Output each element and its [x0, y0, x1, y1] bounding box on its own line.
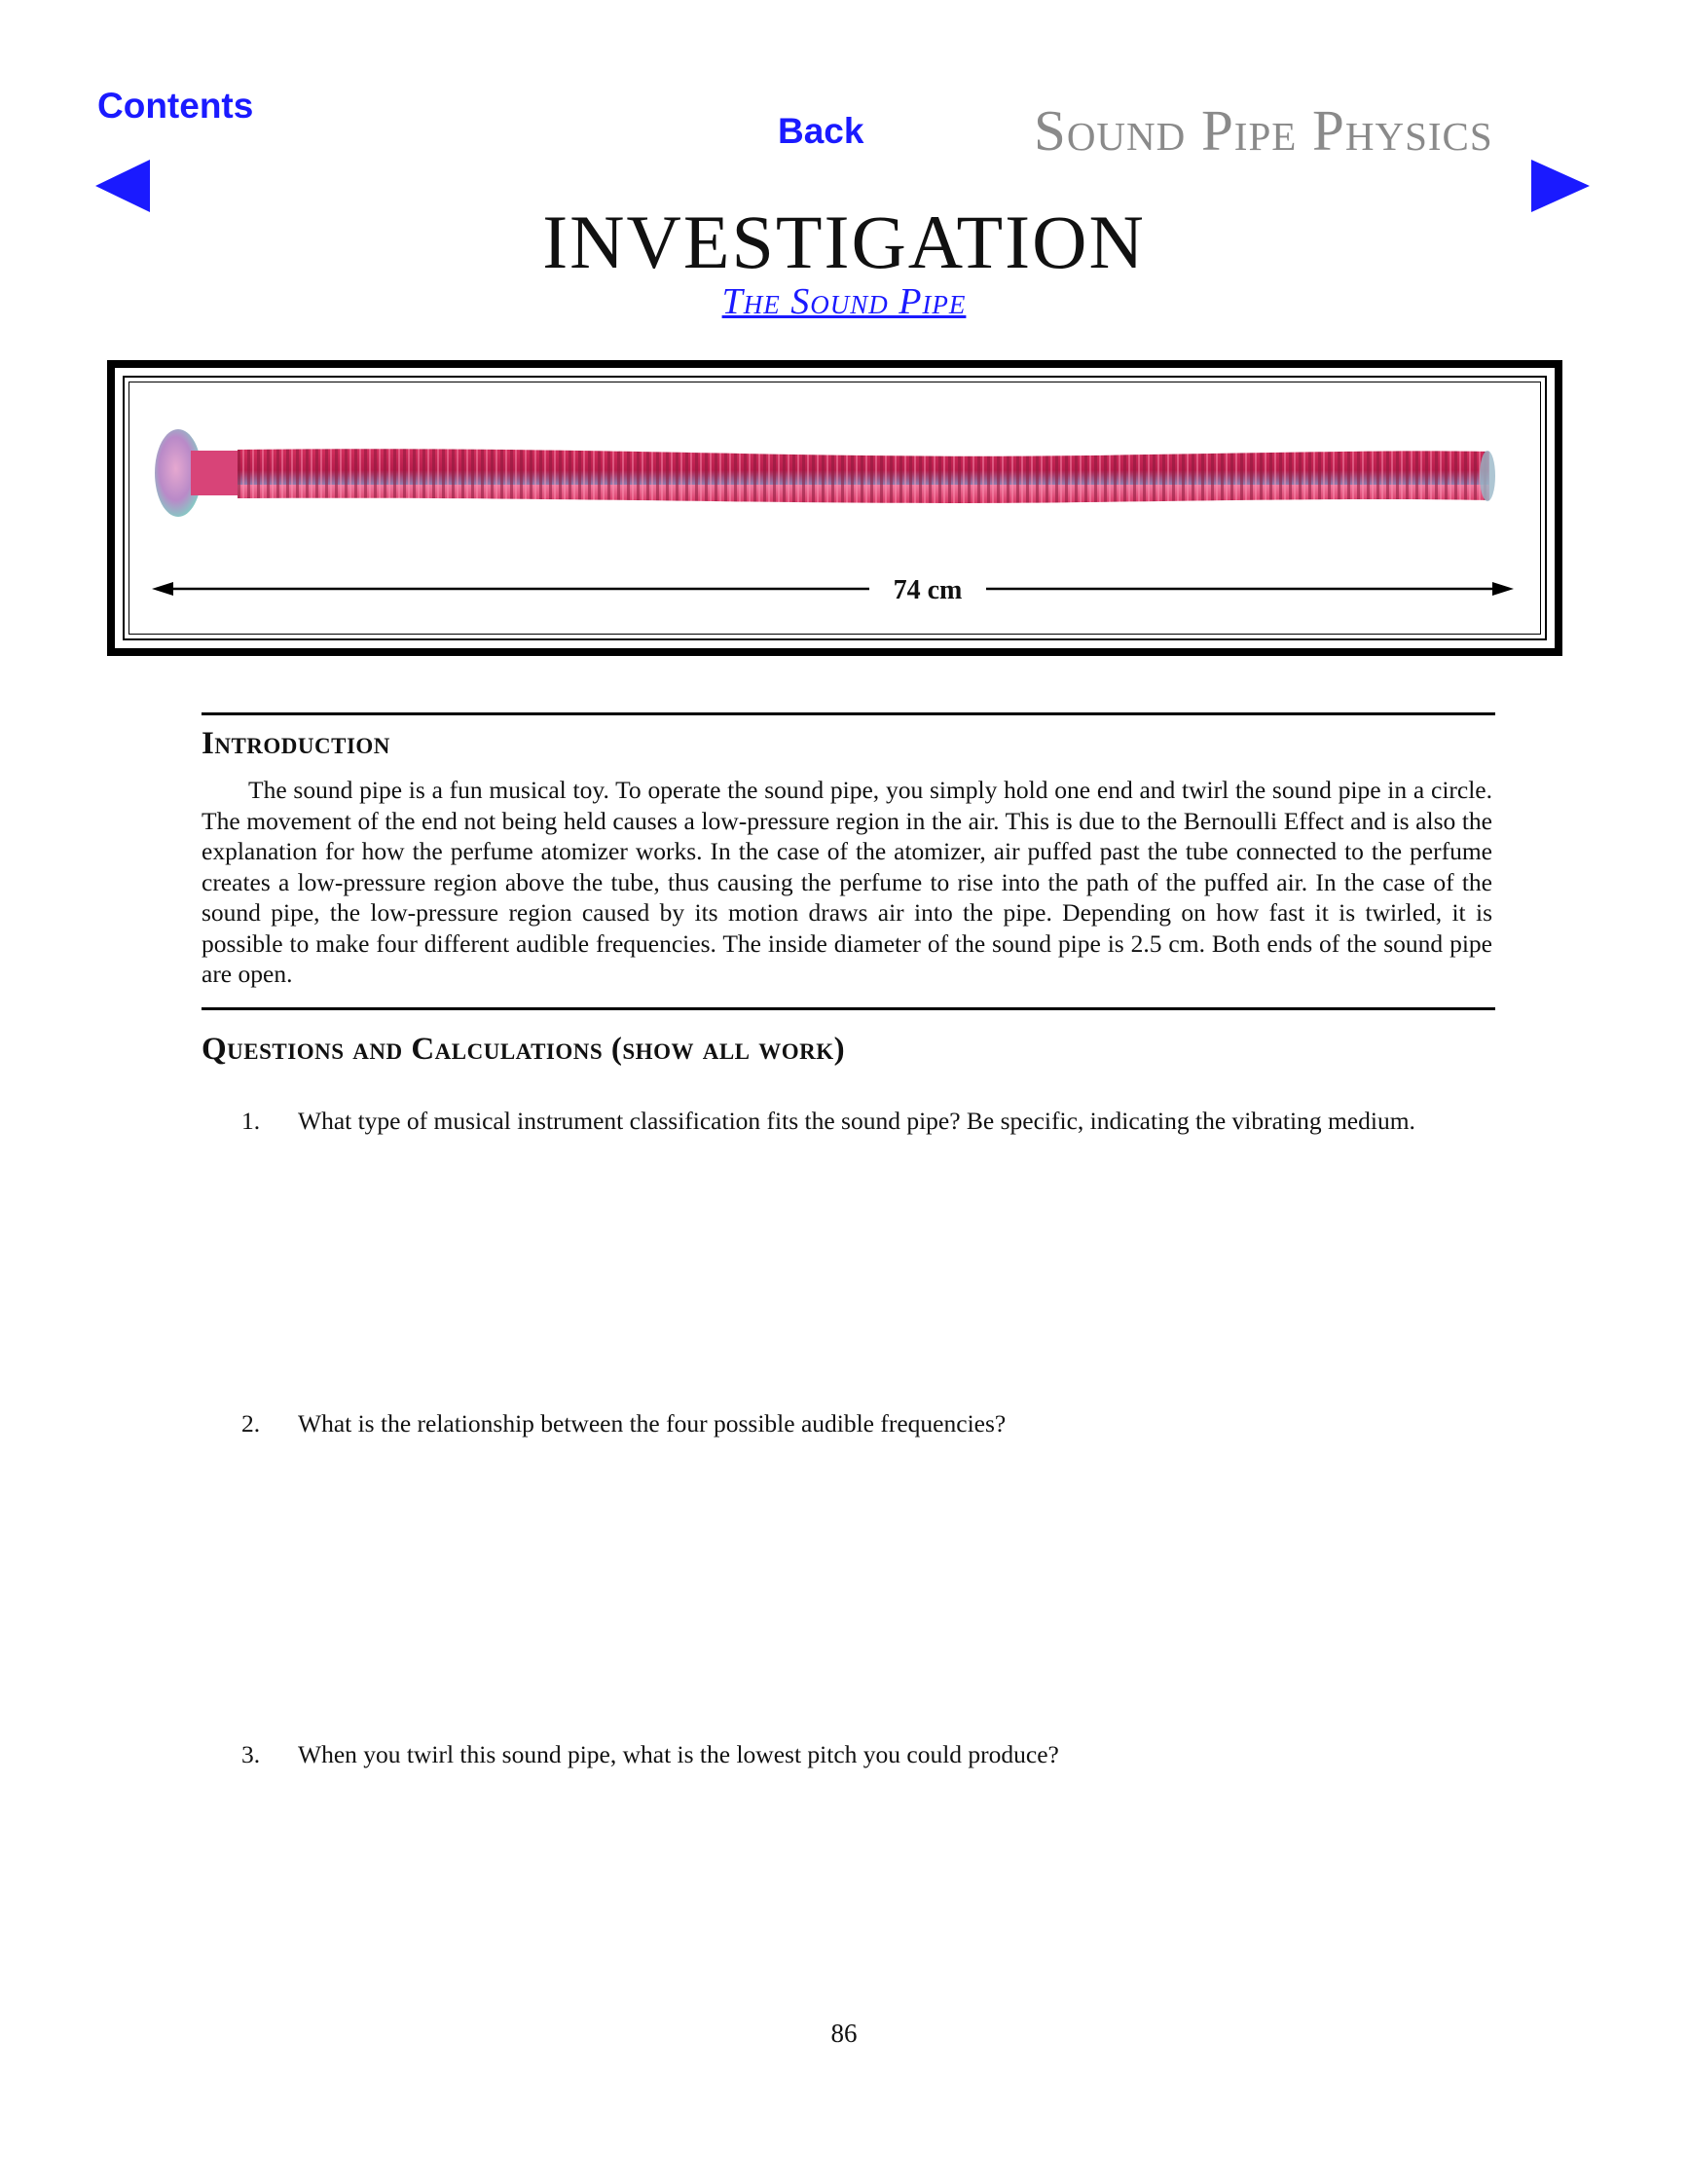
sound-pipe-illustration	[115, 368, 1555, 648]
pipe-body	[238, 449, 1489, 503]
introduction-text: The sound pipe is a fun musical toy. To operate the sound pipe, you simply hold one end and twirl the sound pipe in a circle. The movement of the end not being held causes a low-pressure region in the air. This is due to the Bernoulli Effect and is also the explanation for how the perfume atomizer works. In the case of the atomizer, air puffed past the tube connected to the perfume creates a low-pressure region above the tube, thus causing the perfume to rise into the path of the puffed air. In the case of the sound pipe, the low-pressure region caused by its motion draws air into the pipe. Depending on how fast it is twirled, it is possible to make four different audible frequencies. The inside diameter of the sound pipe is 2.5 cm. Both ends of the sound pipe are open.	[202, 776, 1492, 988]
question-item	[241, 1106, 1492, 1137]
page-number: 86	[830, 2019, 858, 2048]
question-text: What type of musical instrument classification fits the sound pipe? Be specific, indicating the vibrating medium.	[298, 1107, 1415, 1135]
header-title: Sound Pipe Physics	[1034, 98, 1493, 163]
contents-link[interactable]: Contents	[97, 86, 254, 126]
measure-arrowhead-left	[152, 582, 173, 596]
question-text: When you twirl this sound pipe, what is the lowest pitch you could produce?	[298, 1740, 1059, 1768]
pipe-neck	[191, 451, 238, 495]
introduction-heading: Introduction	[202, 726, 390, 761]
question-item	[241, 1408, 1492, 1439]
back-link[interactable]: Back	[778, 111, 864, 151]
question-number: 3.	[241, 1740, 261, 1768]
section-divider	[202, 1007, 1495, 1010]
page-subtitle: The Sound Pipe	[721, 281, 967, 322]
question-number: 2.	[241, 1409, 261, 1438]
questions-heading: Questions and Calculations (show all work)	[202, 1032, 846, 1067]
page-title: INVESTIGATION	[542, 200, 1146, 284]
question-text: What is the relationship between the four possible audible frequencies?	[298, 1409, 1007, 1438]
question-number: 1.	[241, 1107, 261, 1135]
measure-arrowhead-right	[1492, 582, 1514, 596]
sound-pipe-figure	[107, 360, 1562, 656]
question-item	[241, 1739, 1492, 1770]
pipe-length-label: 74 cm	[869, 575, 986, 606]
pipe-open-end	[1480, 451, 1495, 501]
section-divider	[202, 712, 1495, 715]
